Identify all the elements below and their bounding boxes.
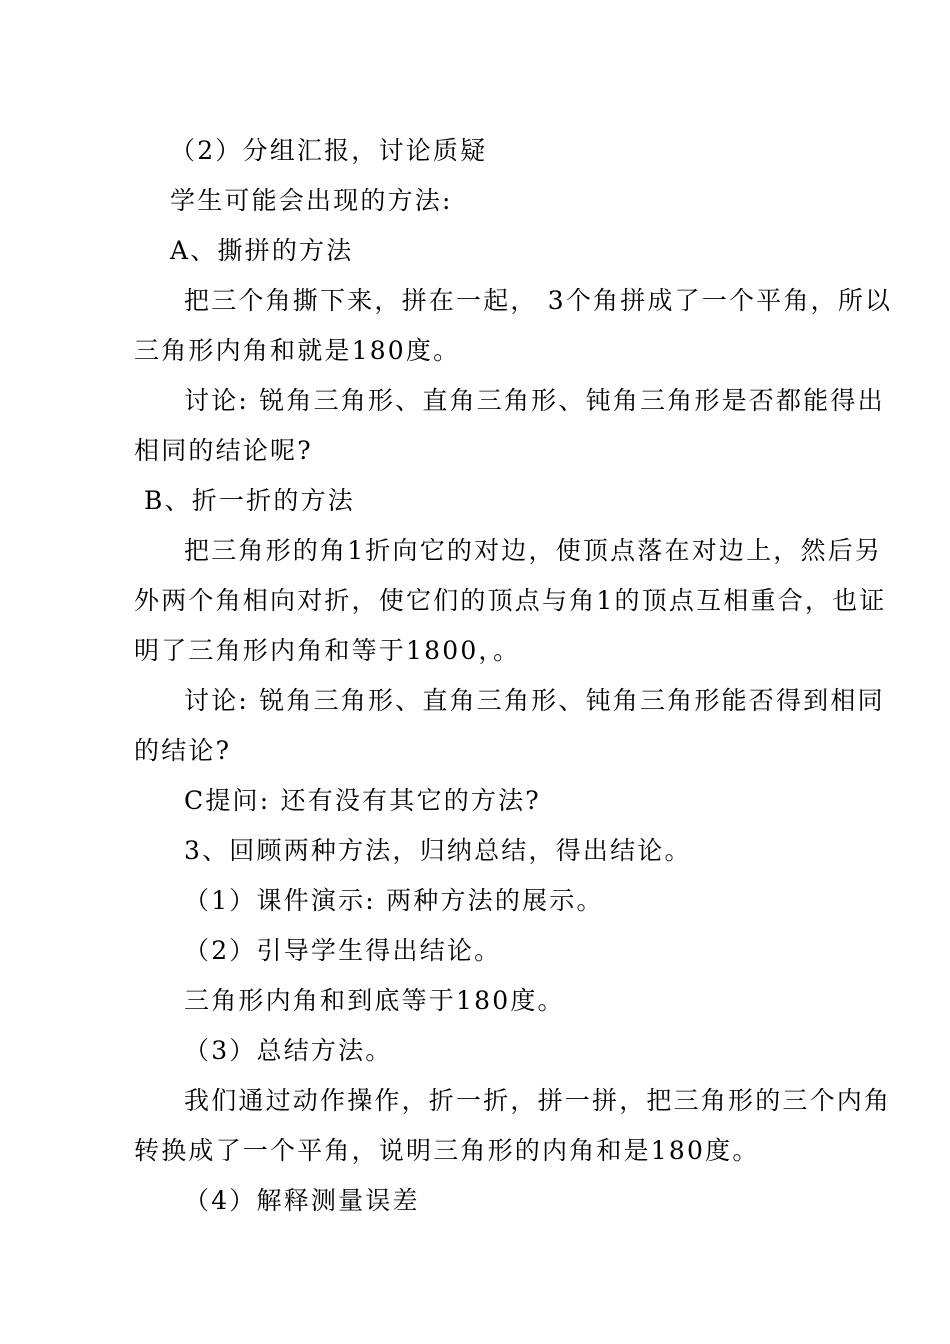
text-line-4: 把三个角撕下来，拼在一起， 3个角拼成了一个平角，所以 <box>184 286 893 315</box>
text-line-20: 我们通过动作操作，折一折，拼一拼，把三角形的三个内角 <box>184 1086 892 1115</box>
text-line-15: 3、回顾两种方法，归纳总结，得出结论。 <box>184 836 692 865</box>
text-line-18: 三角形内角和到底等于180度。 <box>184 986 565 1015</box>
text-line-10: 外两个角相向对折，使它们的顶点与角1的顶点互相重合，也证 <box>134 586 887 615</box>
text-line-2: 学生可能会出现的方法: <box>170 186 453 215</box>
text-line-5: 三角形内角和就是180度。 <box>134 336 461 365</box>
text-line-8: B、折一折的方法 <box>144 486 355 515</box>
text-line-22: （4）解释测量误差 <box>184 1186 420 1215</box>
text-line-3: A、撕拼的方法 <box>170 236 354 265</box>
text-line-17: （2）引导学生得出结论。 <box>184 936 502 965</box>
text-line-7: 相同的结论呢? <box>134 436 313 465</box>
text-line-1: （2）分组汇报，讨论质疑 <box>170 136 488 165</box>
text-line-11: 明了三角形内角和等于1800，。 <box>134 636 521 665</box>
text-line-16: （1）课件演示: 两种方法的展示。 <box>184 886 604 915</box>
text-line-9: 把三角形的角1折向它的对边，使顶点落在对边上，然后另 <box>184 536 883 565</box>
text-line-14: C提问: 还有没有其它的方法? <box>184 786 541 815</box>
text-line-19: （3）总结方法。 <box>184 1036 393 1065</box>
text-line-13: 的结论? <box>134 736 232 765</box>
text-line-21: 转换成了一个平角，说明三角形的内角和是180度。 <box>134 1136 760 1165</box>
text-line-6: 讨论: 锐角三角形、直角三角形、钝角三角形是否都能得出 <box>184 386 885 415</box>
text-line-12: 讨论: 锐角三角形、直角三角形、钝角三角形能否得到相同 <box>184 686 885 715</box>
